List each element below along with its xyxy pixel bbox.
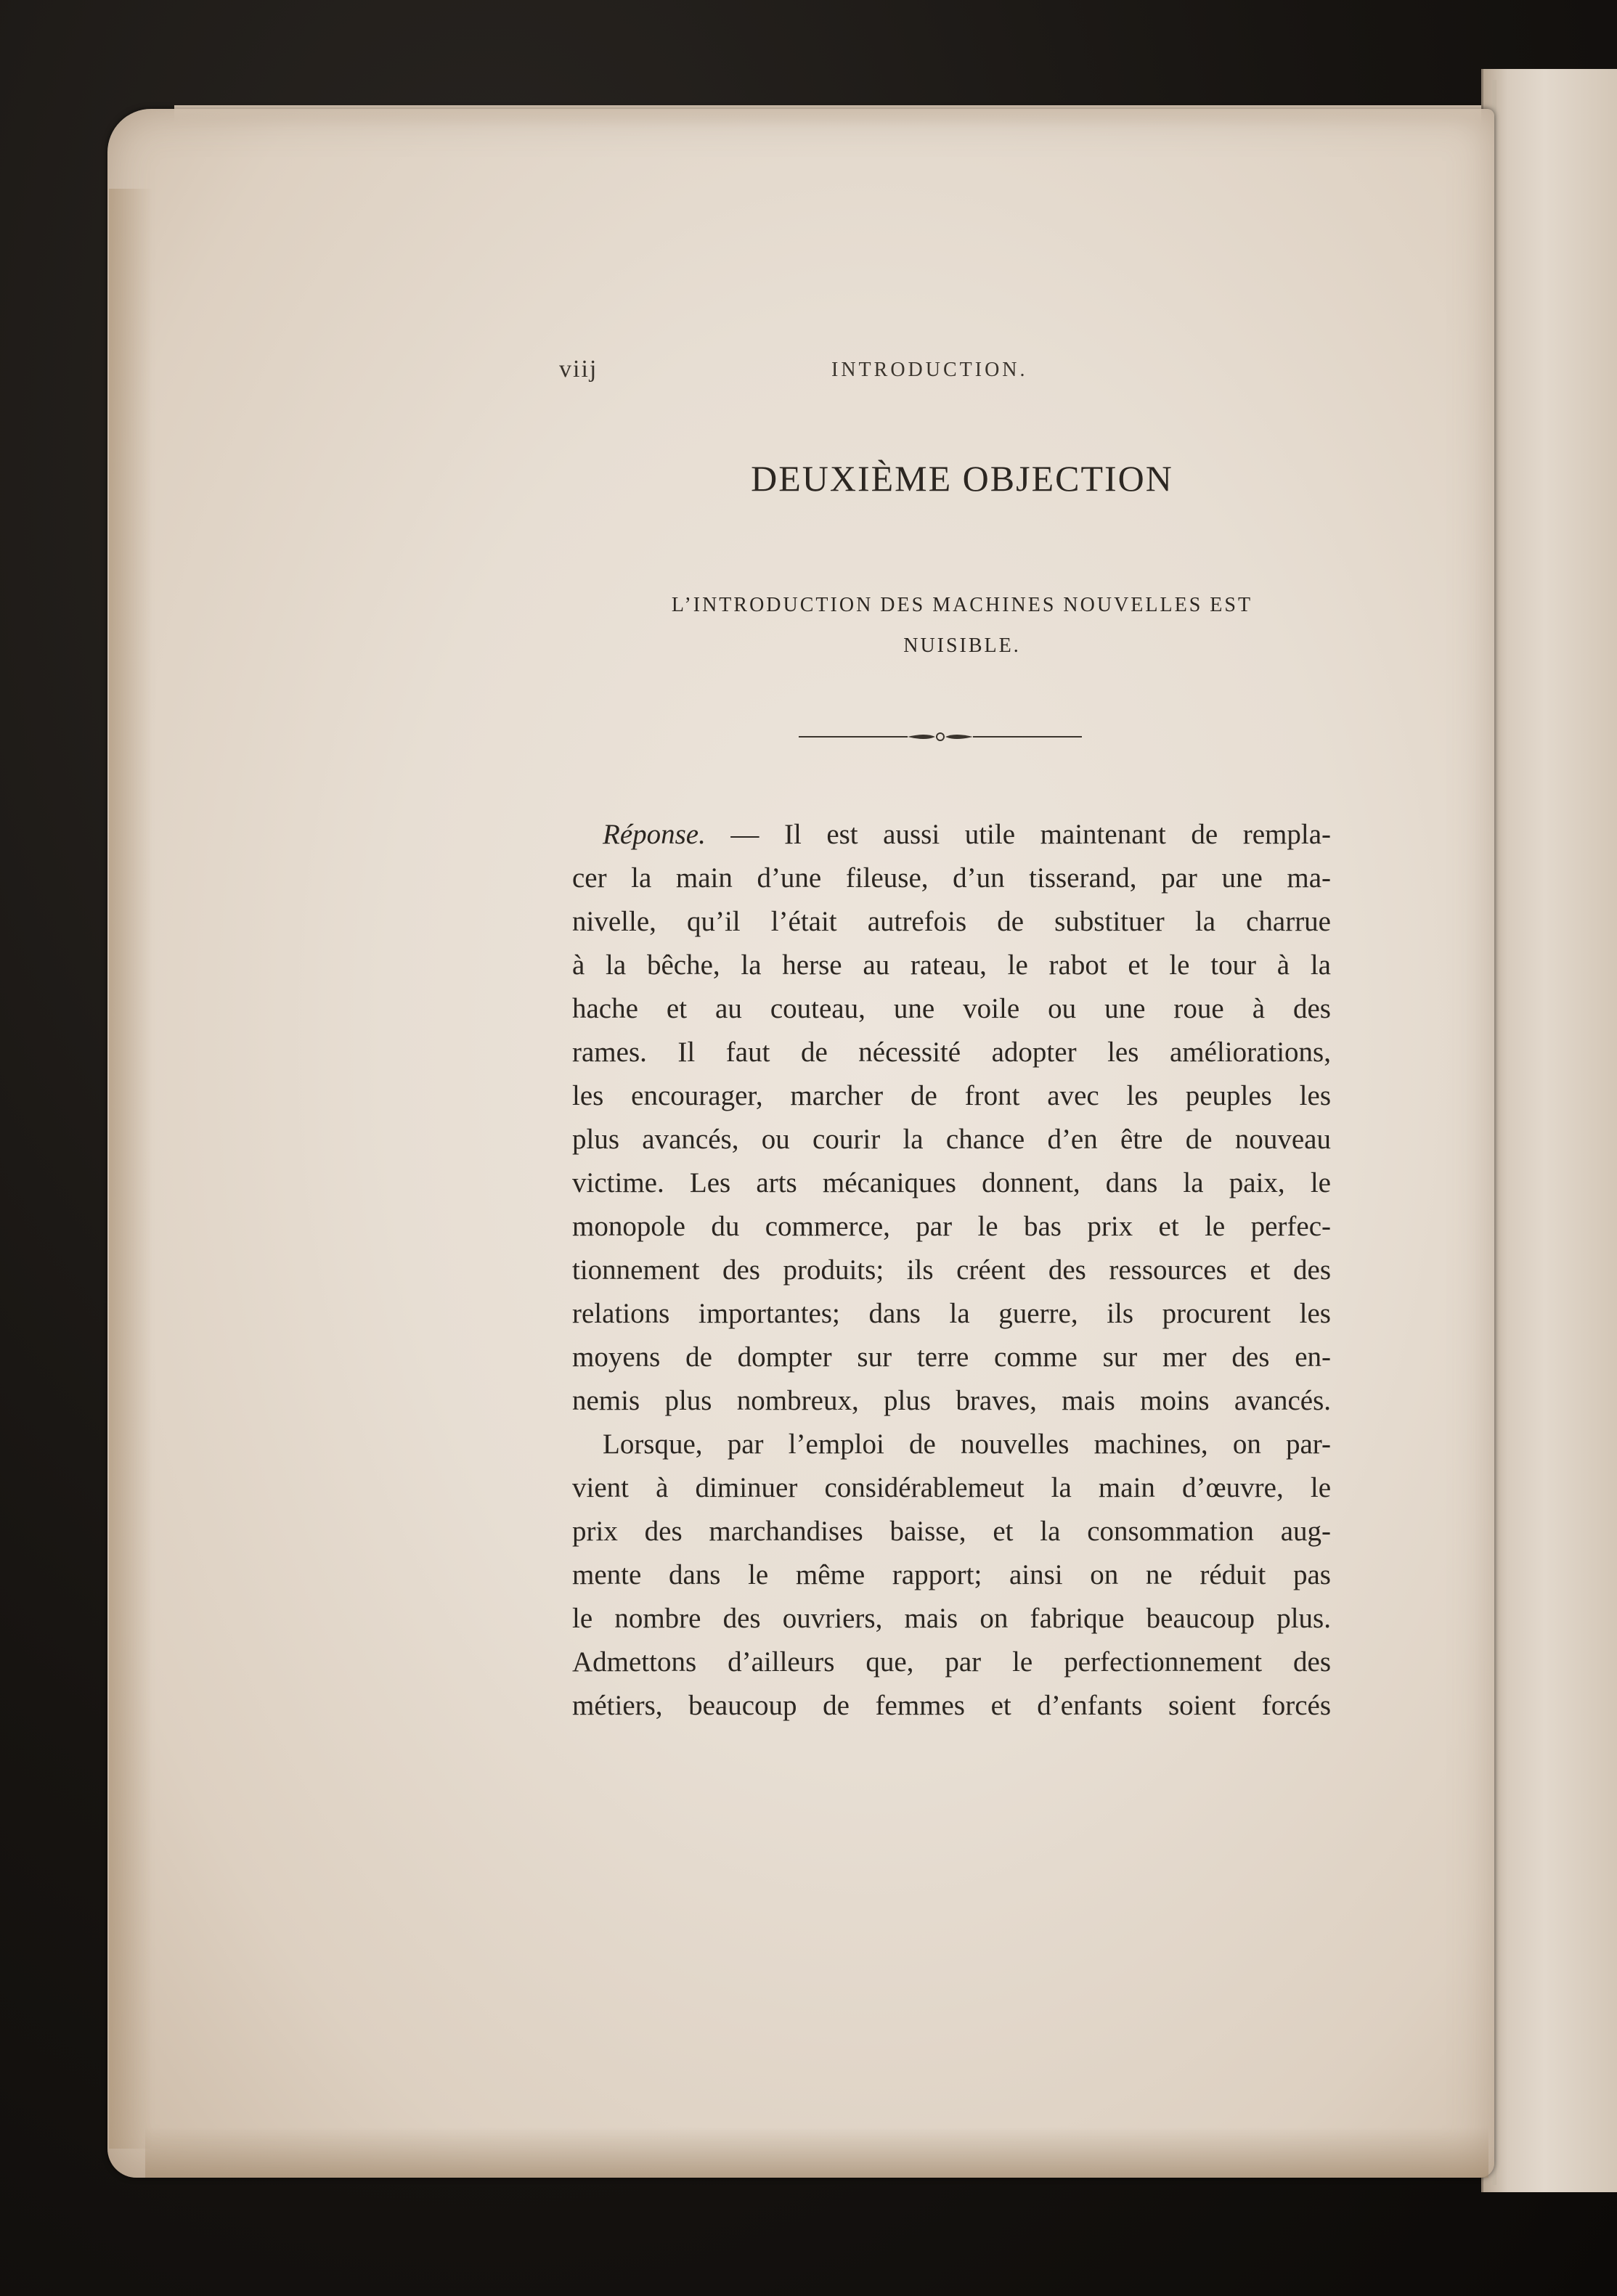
running-head-title: INTRODUCTION. bbox=[831, 359, 1028, 381]
chapter-title: DEUXIÈME OBJECTION bbox=[751, 458, 1173, 499]
text-line: métiers, beaucoup de femmes et d’enfants soient forcés bbox=[572, 1690, 1331, 1721]
text-line: tionnement des produits; ils créent des ressources et des bbox=[572, 1254, 1331, 1286]
text-line: à la bêche, la herse au rateau, le rabot et le tour à la bbox=[572, 949, 1331, 981]
adjacent-page-edge bbox=[1481, 69, 1617, 2192]
chapter-subtitle bbox=[595, 585, 1329, 666]
body-text bbox=[572, 813, 1331, 1728]
text-line: hache et au couteau, une voile ou une roue à des bbox=[572, 993, 1331, 1024]
text-line: moyens de dompter sur terre comme sur mer des en- bbox=[572, 1341, 1331, 1373]
text-line: cer la main d’une fileuse, d’un tisserand, par une ma- bbox=[572, 862, 1331, 894]
text-line: le nombre des ouvriers, mais on fabrique beaucoup plus. bbox=[572, 1603, 1331, 1634]
text-line: victime. Les arts mécaniques donnent, dans la paix, le bbox=[572, 1167, 1331, 1198]
text-line: plus avancés, ou courir la chance d’en être de nouveau bbox=[572, 1124, 1331, 1155]
text-line: Admettons d’ailleurs que, par le perfectionnement des bbox=[572, 1646, 1331, 1678]
subtitle-line: NUISIBLE. bbox=[903, 634, 1021, 657]
text-line: monopole du commerce, par le bas prix et le perfec- bbox=[572, 1211, 1331, 1242]
text-line: Lorsque, par l’emploi de nouvelles machines, on par- bbox=[603, 1429, 1331, 1460]
text-line: vient à diminuer considérablemeut la main d’œuvre, le bbox=[572, 1472, 1331, 1503]
page-left-shading bbox=[109, 189, 152, 2149]
subtitle-line: L’INTRODUCTION DES MACHINES NOUVELLES EST bbox=[671, 594, 1253, 616]
first-line-rest: — Il est aussi utile maintenant de rempla- bbox=[705, 819, 1331, 850]
text-line bbox=[572, 813, 1331, 857]
reponse-word: Réponse. bbox=[603, 819, 706, 850]
page-bottom-shading bbox=[145, 2127, 1488, 2178]
page-number: viij bbox=[559, 356, 598, 383]
text-line: nivelle, qu’il l’était autrefois de substituer la charrue bbox=[572, 906, 1331, 937]
text-line: nemis plus nombreux, plus braves, mais moins avancés. bbox=[572, 1385, 1331, 1416]
running-head bbox=[559, 356, 1351, 392]
text-line: les encourager, marcher de front avec les peuples les bbox=[572, 1080, 1331, 1111]
ornament-rule-icon bbox=[799, 726, 1082, 748]
page-top-shading bbox=[174, 105, 1481, 127]
text-line: rames. Il faut de nécessité adopter les améliorations, bbox=[572, 1037, 1331, 1068]
text-line: prix des marchandises baisse, et la consommation aug- bbox=[572, 1516, 1331, 1547]
text-line: mente dans le même rapport; ainsi on ne réduit pas bbox=[572, 1559, 1331, 1590]
text-line: relations importantes; dans la guerre, ils procurent les bbox=[572, 1298, 1331, 1329]
